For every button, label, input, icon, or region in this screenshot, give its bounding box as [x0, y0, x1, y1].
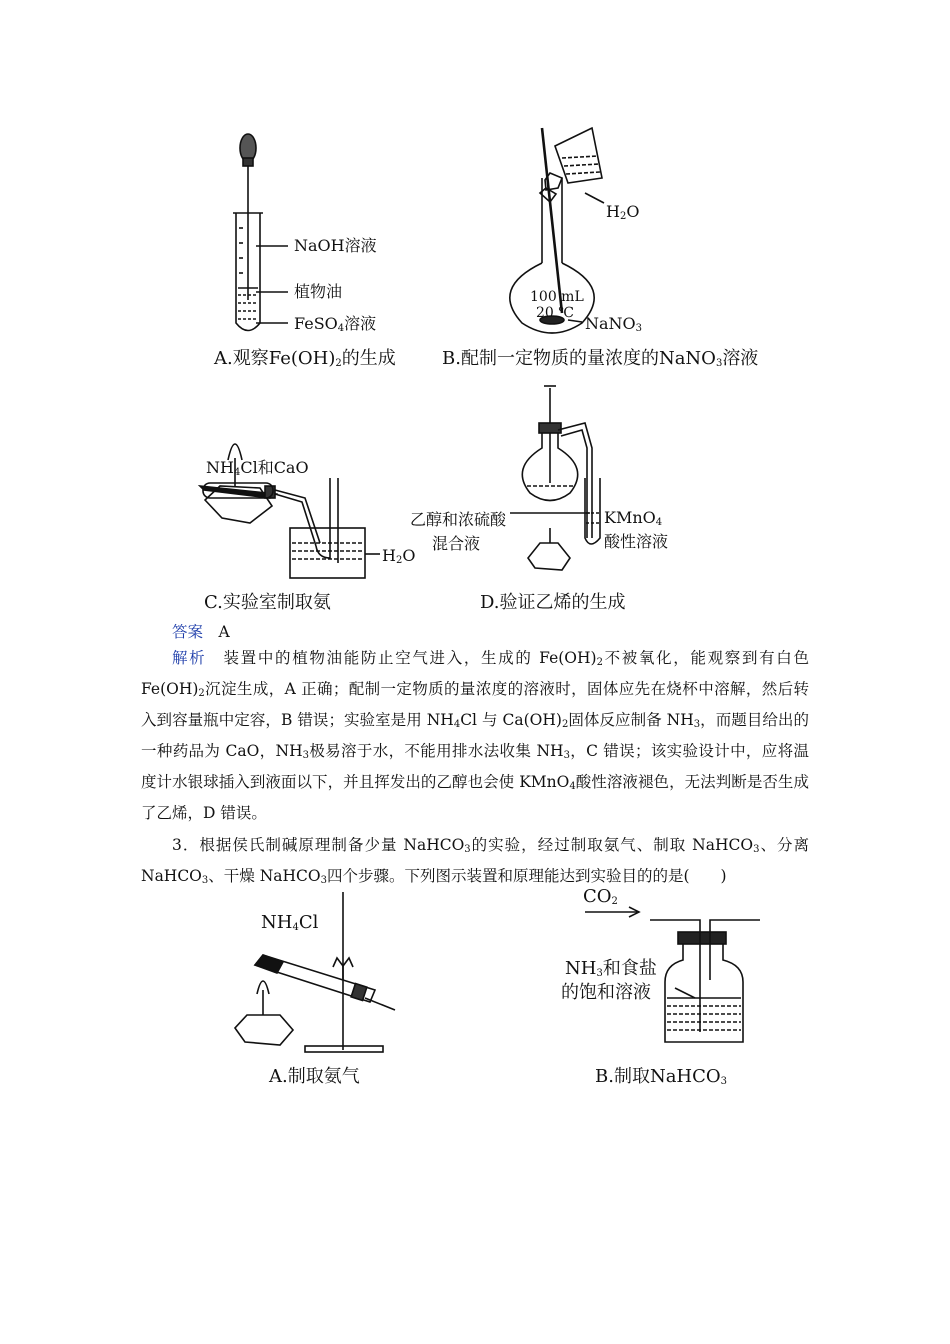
- label-flask-volume: 100 mL: [530, 289, 584, 305]
- label-vegetable-oil: 植物油: [294, 282, 343, 301]
- answer-value: A: [218, 623, 230, 641]
- caption-d-verify-ethylene: D.验证乙烯的生成: [480, 592, 626, 613]
- answer-label: 答案: [172, 623, 204, 641]
- label-naoh-solution: NaOH溶液: [294, 236, 377, 255]
- label-feso4-solution: FeSO$_4$溶液: [294, 314, 377, 334]
- answer-and-analysis: [141, 619, 809, 894]
- label-nh3-and-salt: $NH_3$和食盐: [565, 958, 657, 979]
- analysis-label: 解析: [172, 649, 207, 667]
- figure-1: [190, 118, 790, 618]
- answer-line: [141, 619, 809, 645]
- label-water-c: $H_2O$: [382, 546, 416, 566]
- figure-2: [225, 870, 770, 1100]
- caption-a-observe-feoh2: A.观察$Fe(OH)_2$的生成: [214, 348, 396, 369]
- label-water-b: $H_2O$: [606, 202, 640, 222]
- label-acidic-solution: 酸性溶液: [604, 532, 669, 551]
- label-nano3: NaNO$_3$: [585, 314, 643, 334]
- caption-c-prepare-ammonia: C.实验室制取氨: [204, 592, 331, 613]
- label-nh4cl: $NH_4Cl$: [261, 912, 319, 933]
- question-3: 3．根据侯氏制碱原理制备少量 NaHCO$_3$的实验，经过制取氨气、制取 NaHCO$_3$、分离 NaHCO$_3$、干燥 NaHCO$_3$四个步骤。下列图示装置和原理能达到实验目的的是( ): [141, 836, 809, 886]
- analysis-paragraph: 解析 装置中的植物油能防止空气进入，生成的 $Fe(OH)_2$不被氧化，能观察到有白色 $Fe(OH)_2$沉淀生成，A 正确；配制一定物质的量浓度的溶液时，固体应先在烧杯中溶解，然后转入到容量瓶中定容，B 错误；实验室是用 $NH_4Cl$ 与 $Ca(OH)_2$固体反应制备 $NH_3$，而题目给出的一种药品为 CaO，$NH_3$极易溶于水，不能用排水法收集 $NH_3$，C 错误；该实验设计中，应将温度计水银球插入到液面以下，并且挥发出的乙醇也会使 KMnO$_4$酸性溶液褪色，无法判断是否生成了乙烯，D 错误。: [141, 649, 809, 822]
- label-ethanol-sulfuric-acid: 乙醇和浓硫酸: [410, 510, 507, 529]
- label-co2: $CO_2$: [583, 886, 618, 907]
- caption-b-prepare-nahco3: B.制取NaHCO$_3$: [595, 1066, 728, 1087]
- label-saturated-solution: 的饱和溶液: [561, 982, 651, 1003]
- label-flask-temperature: 20 ℃: [536, 305, 574, 321]
- label-kmno4: KMnO$_4$: [604, 508, 663, 528]
- caption-b-prepare-solution: B.配制一定物质的量浓度的NaNO$_3$溶液: [442, 348, 759, 369]
- apparatus-a-test-tube: [233, 134, 288, 331]
- apparatus-d-ethylene-setup: [510, 386, 600, 570]
- label-nh4cl-and-cao: $NH_4Cl$和CaO: [206, 458, 309, 478]
- caption-a-prepare-ammonia: A.制取氨气: [269, 1066, 360, 1087]
- label-mixture: 混合液: [432, 534, 481, 553]
